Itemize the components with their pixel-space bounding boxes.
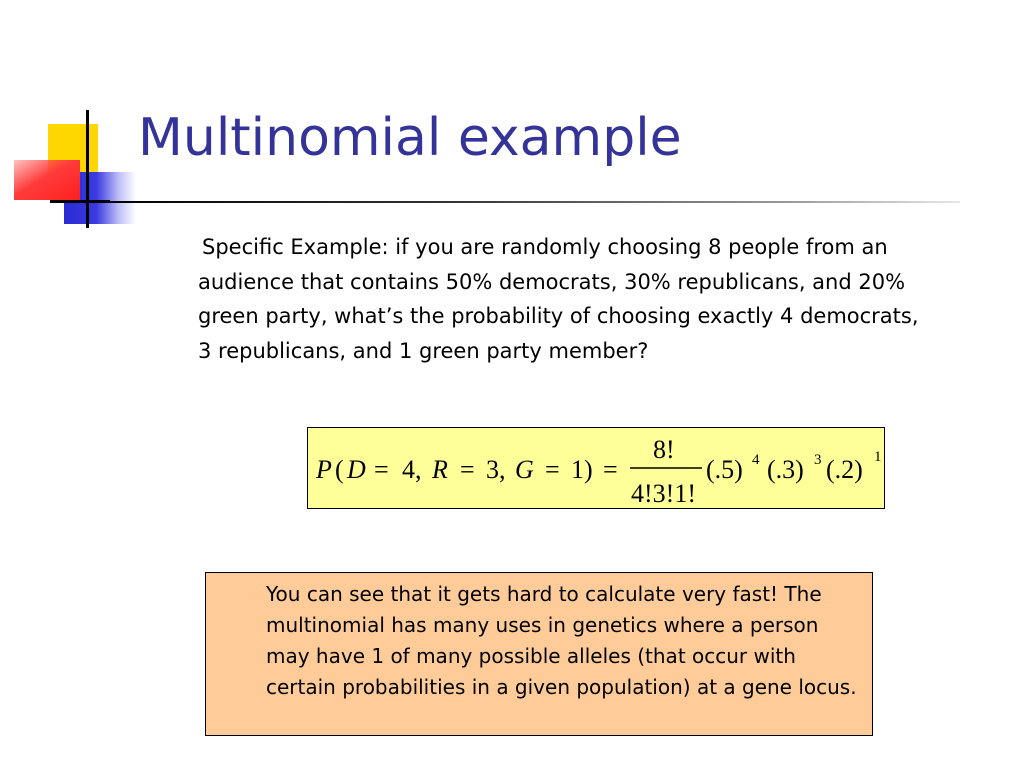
formula-term1-base: (.5) — [706, 455, 743, 484]
formula-box — [307, 427, 885, 509]
formula-numerator: 8! — [653, 435, 675, 464]
note-text: You can see that it gets hard to calculate very fast! The multinomial has many uses in genetics where a person may have 1 of many possible alleles (that occur with certain probabilities in a given population) at a gene locus. — [266, 582, 857, 699]
formula-eq-3: = — [545, 455, 560, 484]
title-underline — [110, 201, 960, 203]
formula-term2-base: (.3) — [767, 455, 804, 484]
slide-title: Multinomial example — [138, 108, 682, 168]
formula-r-value: 3, — [486, 455, 506, 484]
formula-denominator: 4!3!1! — [631, 479, 696, 508]
formula-term1-exponent: 4 — [752, 452, 760, 468]
formula-p: P — [316, 455, 332, 484]
formula-term3-exponent: 1 — [874, 449, 882, 465]
note-box — [205, 572, 873, 736]
logo-horizontal-line — [50, 200, 110, 203]
formula-close-paren: ) — [584, 455, 593, 484]
formula-eq-2: = — [460, 455, 475, 484]
formula-eq-main: = — [603, 455, 618, 484]
formula-term3-base: (.2) — [826, 455, 863, 484]
logo-vertical-line — [86, 110, 89, 228]
logo-red-square — [14, 160, 80, 200]
formula-r: R — [432, 455, 448, 484]
formula-d: D — [347, 455, 366, 484]
formula — [308, 428, 886, 510]
example-text: Specific Example: if you are randomly choosing 8 people from an audience that contains 50% democrats, 30% republicans, and 20% green party, what’s the probability of choosing exactly 4 democrats, 3 republicans, and 1 green party member? — [198, 235, 919, 363]
formula-d-value: 4, — [402, 455, 422, 484]
formula-g: G — [515, 455, 534, 484]
formula-term2-exponent: 3 — [814, 452, 822, 468]
formula-eq-1: = — [374, 455, 389, 484]
formula-g-value: 1 — [571, 455, 584, 484]
formula-open-paren: ( — [335, 455, 344, 484]
